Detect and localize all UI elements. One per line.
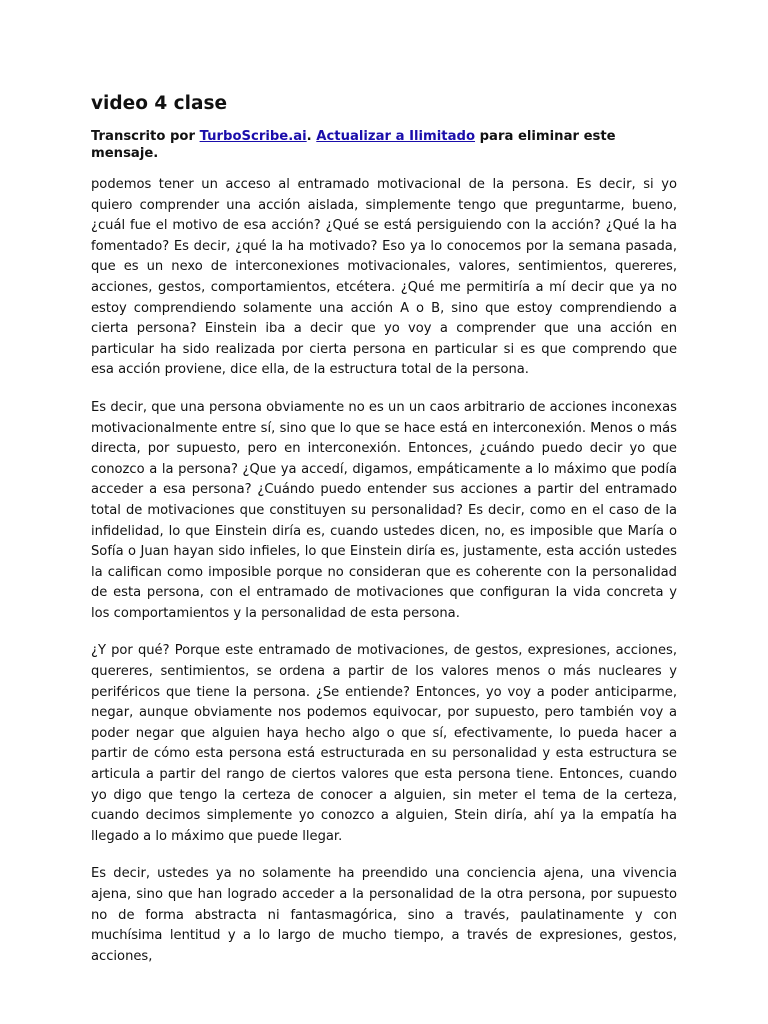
paragraph-4: Es decir, ustedes ya no solamente ha preendido una conciencia ajena, una vivencia ajena, sino que han logrado acceder a la personalidad de la otra persona, por supuesto no de forma abstracta ni fantasmagórica, sino a través, paulatinamente y con muchísima lentitud y a lo largo de mucho tiempo, a través de expresiones, gestos, acciones, <box>91 866 677 964</box>
paragraph-1: podemos tener un acceso al entramado motivacional de la persona. Es decir, si yo quiero comprender una acción aislada, simplemente tengo que preguntarme, bueno, ¿cuál fue el motivo de esa acción? ¿Qué se está persiguiendo con la acción? ¿Qué la ha fomentado? Es decir, ¿qué la ha motivado? Eso ya lo conocemos por la semana pasada, que es un nexo de interconexiones motivacionales, valores, sentimientos, quereres, acciones, gestos, comportamientos, etcétera. ¿Qué me permitiría a mí decir que ya no estoy comprendiendo solamente una acción A o B, sino que estoy comprendiendo a cierta persona? Einstein iba a decir que yo voy a comprender que una acción en particular ha sido realizada por cierta persona en particular si es que comprendo que esa acción proviene, dice ella, de la estructura total de la persona. <box>91 177 677 378</box>
upgrade-unlimited-link[interactable]: Actualizar a Ilimitado <box>316 129 476 144</box>
notice-separator: . <box>306 129 317 144</box>
transcription-notice <box>91 128 677 162</box>
document-title: video 4 clase <box>91 93 228 114</box>
turboscribe-link[interactable]: TurboScribe.ai <box>199 129 307 144</box>
paragraph-3: ¿Y por qué? Porque este entramado de motivaciones, de gestos, expresiones, acciones, quereres, sentimientos, se ordena a partir de los valores menos o más nucleares y periféricos que tiene la persona. ¿Se entiende? Entonces, yo voy a poder anticiparme, negar, aunque obviamente nos podemos equivocar, por supuesto, pero también voy a poder negar que alguien haya hecho algo o que sí, efectivamente, lo pueda hacer a partir de cómo esta persona está estructurada en su personalidad y esta estructura se articula a partir del rango de ciertos valores que esta persona tiene. Entonces, cuando yo digo que tengo la certeza de conocer a alguien, sin meter el tema de la certeza, cuando decimos simplemente yo conozco a alguien, Stein diría, ahí ya la empatía ha llegado a lo máximo que puede llegar. <box>91 643 677 844</box>
paragraph-2: Es decir, que una persona obviamente no es un un caos arbitrario de acciones inconexas motivacionalmente entre sí, sino que lo que se hace está en interconexión. Menos o más directa, por supuesto, pero en interconexión. Entonces, ¿cuándo puedo decir yo que conozco a la persona? ¿Que ya accedí, digamos, empáticamente a lo máximo que podía acceder a esa persona? ¿Cuándo puedo entender sus acciones a partir del entramado total de motivaciones que constituyen su personalidad? Es decir, como en el caso de la infidelidad, lo que Einstein diría es, cuando ustedes dicen, no, es imposible que María o Sofía o Juan hayan sido infieles, lo que Einstein diría es, justamente, esta acción ustedes la califican como imposible porque no consideran que es coherente con la personalidad de esta persona, con el entramado de motivaciones que configuran la vida concreta y los comportamientos y la personalidad de esta persona. <box>91 399 677 621</box>
notice-suffix: para eliminar este mensaje. <box>91 129 616 161</box>
transcript-body <box>91 175 677 984</box>
notice-prefix: Transcrito por <box>91 129 200 144</box>
